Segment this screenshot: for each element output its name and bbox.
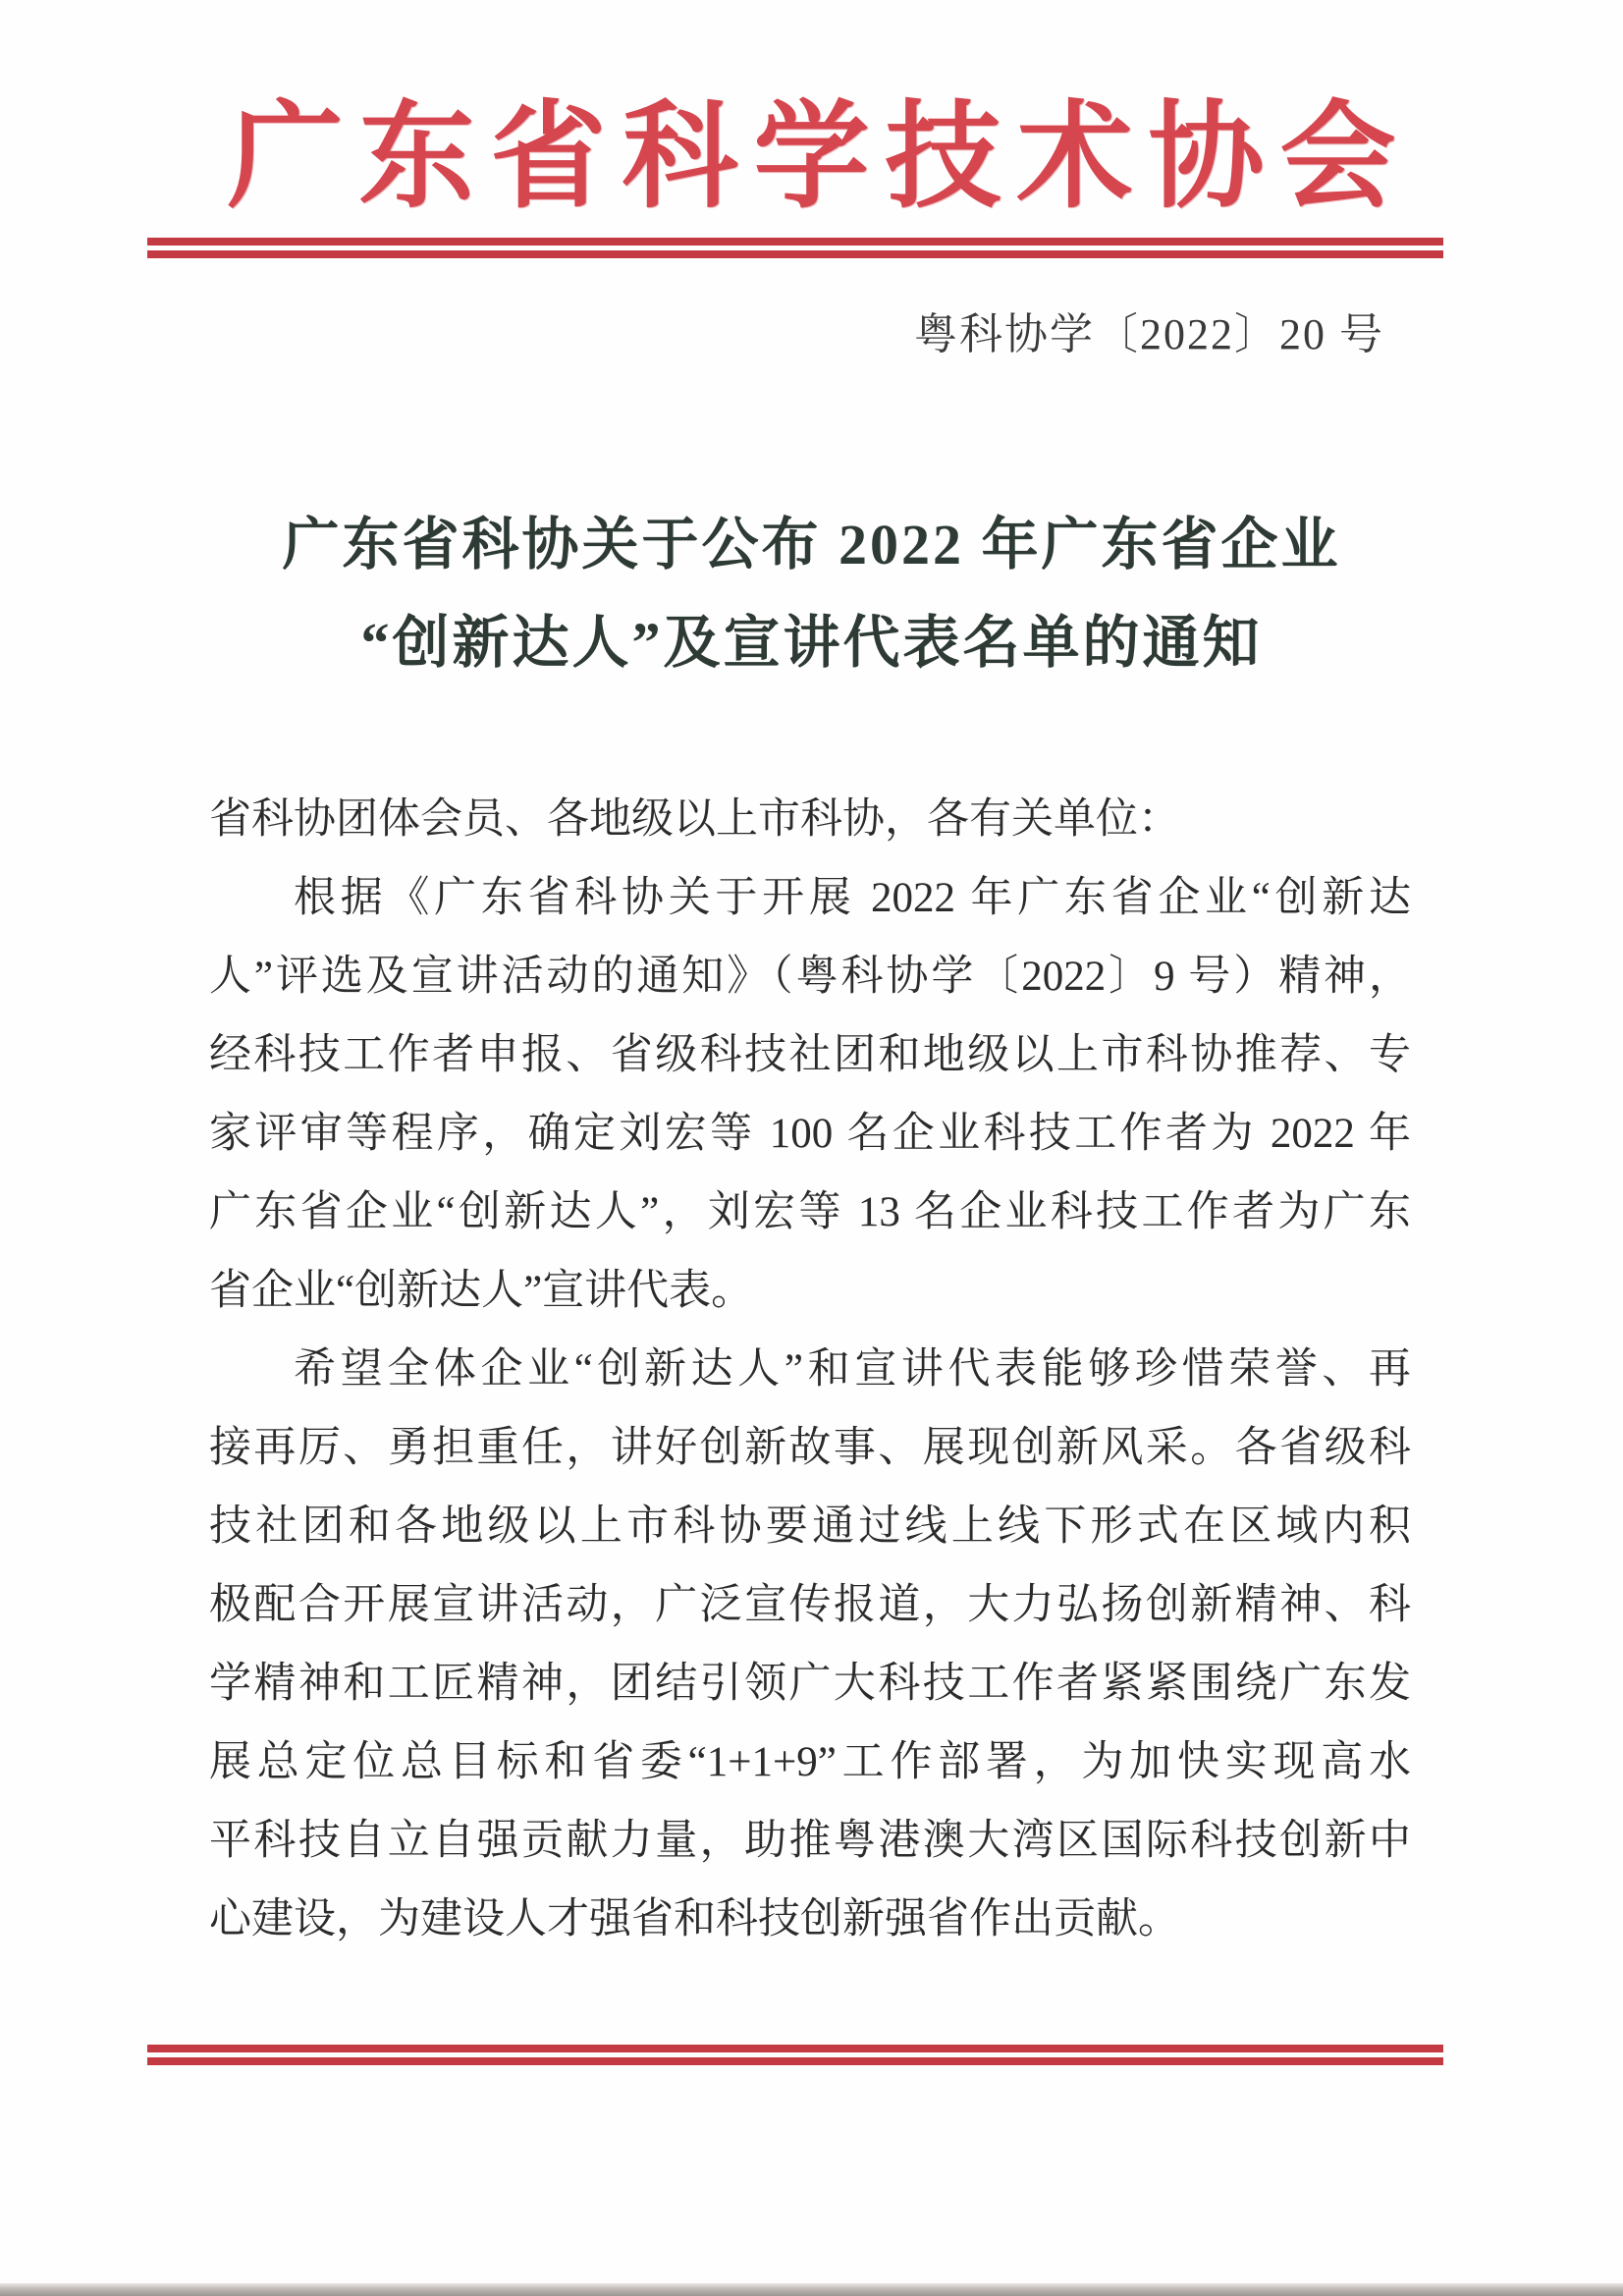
- body-line: 展总定位总目标和省委“1+1+9”工作部署，为加快实现高水: [209, 1739, 1411, 1785]
- body-line: 省企业“创新达人”宣讲代表。: [209, 1268, 754, 1314]
- body-line: 经科技工作者申报、省级科技社团和地级以上市科协推荐、专: [209, 1032, 1411, 1078]
- document-number: 粤科协学〔2022〕20 号: [914, 310, 1384, 358]
- body-line: 技社团和各地级以上市科协要通过线上线下形式在区域内积: [209, 1503, 1411, 1550]
- body-paragraph-1: [209, 859, 1411, 1331]
- notice-title-line-1: 广东省科协关于公布 2022 年广东省企业: [282, 513, 1341, 576]
- red-separator-rule-top: [147, 238, 1443, 258]
- body-line: 学精神和工匠精神，团结引领广大科技工作者紧紧围绕广东发: [209, 1661, 1411, 1707]
- salutation-line: 省科协团体会员、各地级以上市科协，各有关单位：: [209, 796, 1180, 843]
- body-line: 平科技自立自强贡献力量，助推粤港澳大湾区国际科技创新中: [209, 1818, 1411, 1864]
- body-paragraph-2: [209, 1331, 1411, 1959]
- notice-title-line-2: “创新达人”及宣讲代表名单的通知: [360, 611, 1263, 675]
- body-line: 人”评选及宣讲活动的通知》（粤科协学〔2022〕9 号）精神，: [209, 954, 1411, 1000]
- body-line: 广东省企业“创新达人”，刘宏等 13 名企业科技工作者为广东: [209, 1189, 1411, 1235]
- red-separator-rule-bottom: [147, 2045, 1443, 2065]
- body-line: 极配合开展宣讲活动，广泛宣传报道，大力弘扬创新精神、科: [209, 1582, 1411, 1628]
- notice-title: [0, 496, 1623, 692]
- body-line: 希望全体企业“创新达人”和宣讲代表能够珍惜荣誉、再: [294, 1346, 1411, 1393]
- body-line: 接再厉、勇担重任，讲好创新故事、展现创新风采。各省级科: [209, 1425, 1411, 1471]
- letterhead-org-title: 广东省科学技术协会: [227, 93, 1412, 222]
- body-line: 家评审等程序，确定刘宏等 100 名企业科技工作者为 2022 年: [209, 1111, 1411, 1157]
- scan-edge-shadow: [0, 2283, 1623, 2296]
- body-line: 心建设，为建设人才强省和科技创新强省作出贡献。: [209, 1896, 1180, 1942]
- notice-body: [0, 781, 1623, 1959]
- body-line: 根据《广东省科协关于开展 2022 年广东省企业“创新达: [294, 875, 1411, 921]
